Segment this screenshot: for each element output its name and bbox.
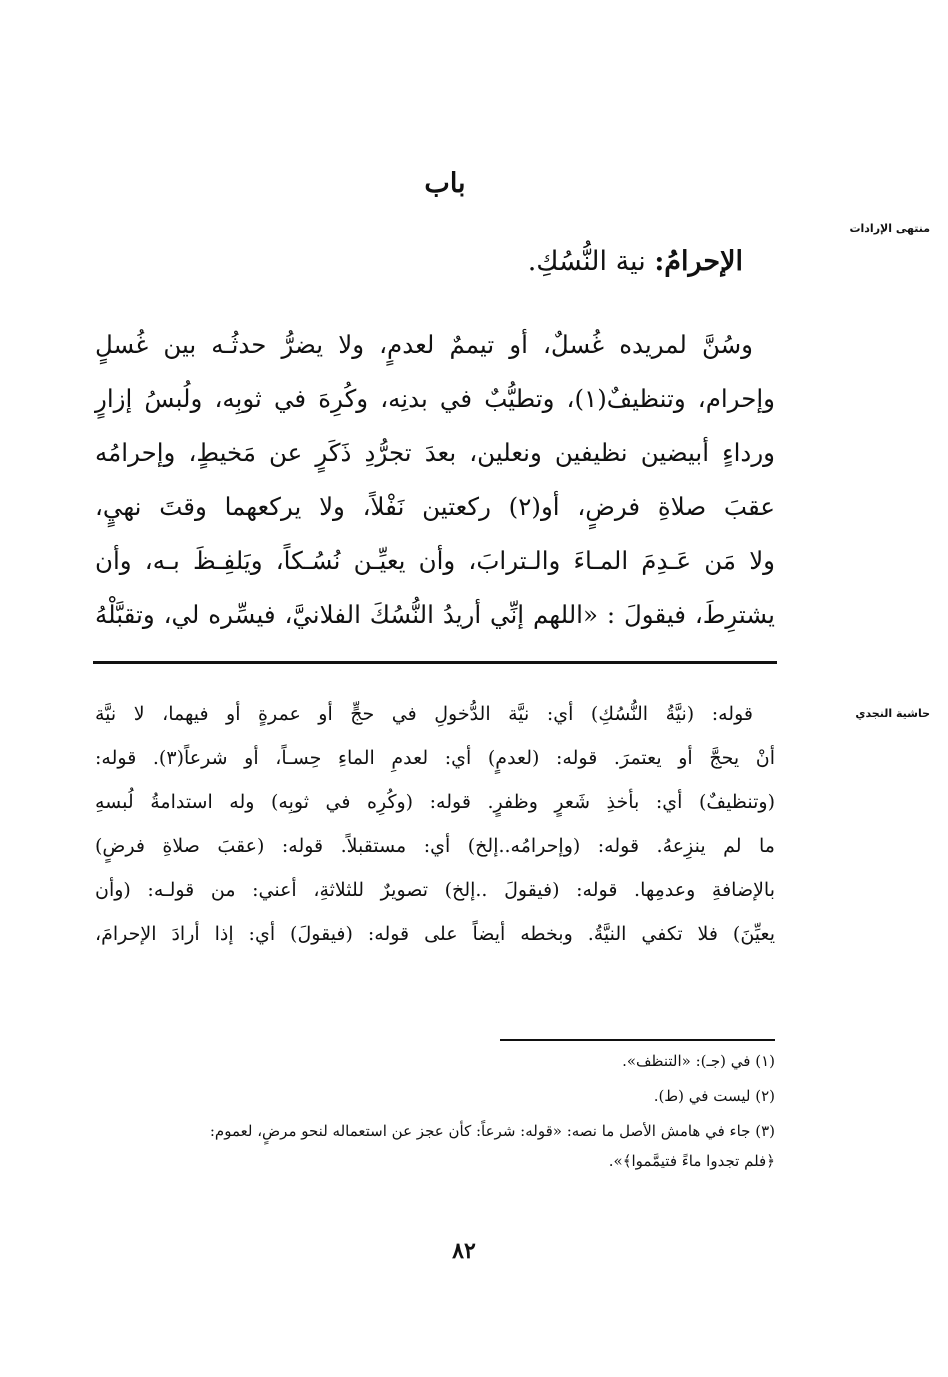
footnote-continuation: ﴿فلم تجدوا ماءً فتيمَّموا﴾».	[608, 1152, 775, 1170]
margin-label-hashiya: حاشية النجدي	[855, 707, 930, 720]
main-text-line: ورداءٍ أبيضين نظيفين ونعلين، بعدَ تجرُّدِ ذَكَرٍ عن مَخيطٍ، وإحرامُه	[95, 438, 775, 467]
main-text-line: وإحرام، وتنظيفٌ(١)، وتطيُّبٌ في بدنِه، وكُرِهَ في ثوبِه، ولُبسُ إزارٍ	[95, 384, 775, 413]
commentary-block	[95, 692, 775, 956]
commentary-line: ما لم ينزِعهُ. قوله: (وإحرامُه..إلخ) أي: مستقبلاً. قوله: (عقبَ صلاةِ فرضٍ)	[95, 835, 775, 857]
definition-text: نية النُّسُكِ.	[527, 246, 655, 277]
section-divider	[93, 661, 777, 664]
commentary-line: قوله: (نيَّةُ النُّسُكِ) أي: نيَّة الدُّخولِ في حجٍّ أو عمرةٍ أو فيهما، لا نيَّة	[95, 703, 753, 725]
commentary-line: (وتنظيفٌ) أي: بأخذِ شَعرٍ وظفرٍ. قوله: (وكُرِه في ثوبِه) وله استدامةُ لُبسهِ	[95, 791, 775, 813]
footnote-divider	[500, 1039, 775, 1041]
main-text-line: يشترِطَ، فيقولَ : «اللهم إنِّي أريدُ النُّسُكَ الفلانيَّ، فيسِّره لي، وتقبَّلْهُ	[95, 600, 775, 629]
definition-line	[183, 246, 743, 277]
footnotes-block	[95, 1052, 775, 1187]
page-number: ٨٢	[452, 1238, 476, 1264]
main-text-line: ولا مَن عَـدِمَ المـاءَ والـترابَ، وأن يعيِّـن نُسُـكاً، ويَلفِـظَ بـه، وأن	[95, 546, 775, 575]
margin-label-matn: منتهى الإرادات	[849, 222, 930, 235]
footnote: (١) في (جـ): «التنظف».	[622, 1052, 775, 1070]
main-text-block	[95, 318, 775, 642]
main-text-line: وسُنَّ لمريده غُسلٌ، أو تيممٌ لعدمٍ، ولا يضرُّ حدثُـه بين غُسلٍ	[95, 330, 753, 359]
main-text-line: عقبَ صلاةِ فرضٍ، أو(٢) ركعتين نَفْلاً، ولا يركعهما وقتَ نهيٍ،	[95, 492, 775, 521]
chapter-title: باب	[424, 168, 466, 199]
definition-term: الإحرامُ:	[654, 246, 743, 277]
commentary-line: يعيِّنَ) فلا تكفي النيَّةُ. وبخطه أيضاً على قوله: (فيقولَ) أي: إذا أرادَ الإحرامَ،	[95, 923, 775, 945]
commentary-line: أنْ يحجَّ أو يعتمرَ. قوله: (لعدمٍ) أي: لعدمِ الماءِ حِسـاً، أو شرعاً(٣). قوله:	[95, 747, 775, 769]
footnote: (٢) ليست في (ط).	[653, 1087, 775, 1105]
commentary-line: بالإضافةِ وعدمِها. قوله: (فيقولَ ..إلخ) تصويرٌ للثلاثةِ، أعني: من قولـه: (وأن	[95, 879, 775, 901]
footnote: (٣) جاء في هامش الأصل ما نصه: «قوله: شرعاً: كأن عجز عن استعماله لنحو مرضٍ، لعموم:	[209, 1122, 775, 1140]
